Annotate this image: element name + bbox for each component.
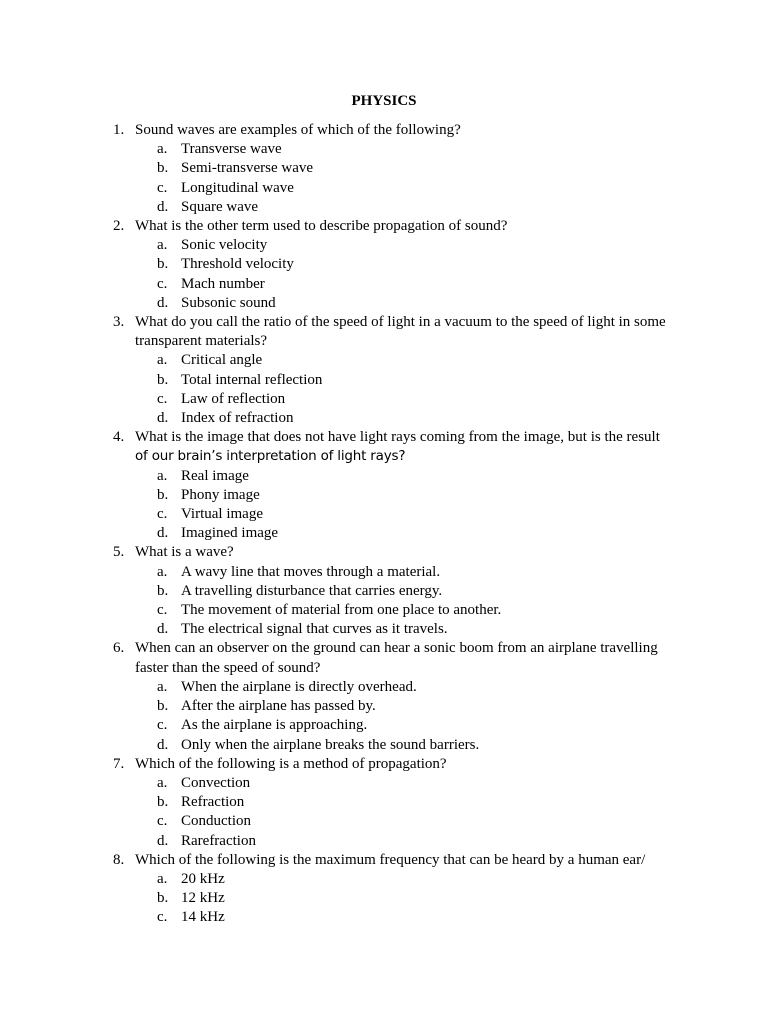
answer-option — [0, 275, 768, 294]
answer-option — [0, 390, 768, 409]
option-letter: c. — [157, 275, 168, 292]
question-number: 5. — [113, 544, 125, 561]
option-letter: a. — [157, 237, 168, 254]
answer-option — [0, 140, 768, 159]
question-text: When can an observer on the ground can hear a sonic boom from an airplane travelling — [135, 640, 658, 657]
option-text: Total internal reflection — [181, 371, 323, 388]
option-letter: b. — [157, 160, 169, 177]
option-text: 12 kHz — [181, 890, 225, 907]
answer-option — [0, 736, 768, 755]
option-text: Virtual image — [181, 506, 263, 523]
question-line — [0, 313, 768, 332]
question-number: 2. — [113, 218, 125, 235]
option-letter: c. — [157, 602, 168, 619]
question-text: What is the image that does not have light rays coming from the image, but is the result — [135, 429, 660, 446]
answer-options — [0, 351, 768, 428]
option-letter: c. — [157, 506, 168, 523]
answer-option — [0, 486, 768, 505]
option-letter: d. — [157, 621, 169, 638]
option-text: Critical angle — [181, 352, 263, 369]
answer-options — [0, 140, 768, 217]
question-item — [0, 313, 768, 428]
option-letter: c. — [157, 813, 168, 830]
question-item — [0, 217, 768, 313]
answer-option — [0, 908, 768, 927]
option-letter: c. — [157, 390, 168, 407]
question-line — [0, 543, 768, 562]
question-line — [0, 121, 768, 140]
option-text: Convection — [181, 774, 251, 791]
answer-option — [0, 678, 768, 697]
option-text: Mach number — [181, 275, 265, 292]
option-text: Phony image — [181, 486, 260, 503]
answer-option — [0, 697, 768, 716]
option-text: 20 kHz — [181, 870, 225, 887]
question-number: 1. — [113, 122, 125, 138]
answer-options — [0, 236, 768, 313]
answer-option — [0, 179, 768, 198]
option-letter: c. — [157, 179, 168, 196]
answer-option — [0, 351, 768, 370]
question-item — [0, 543, 768, 639]
question-text: Sound waves are examples of which of the following? — [135, 122, 461, 138]
question-text: Which of the following is a method of propagation? — [135, 755, 447, 772]
question-list — [0, 121, 768, 928]
question-item — [0, 851, 768, 928]
option-letter: b. — [157, 890, 169, 907]
option-letter: b. — [157, 486, 169, 503]
option-text: After the airplane has passed by. — [181, 698, 376, 715]
answer-option — [0, 371, 768, 390]
answer-options — [0, 774, 768, 851]
option-letter: d. — [157, 410, 169, 427]
question-number: 7. — [113, 755, 125, 772]
answer-option — [0, 889, 768, 908]
question-text: What is a wave? — [135, 544, 234, 561]
answer-options — [0, 563, 768, 640]
option-text: Rarefraction — [181, 832, 256, 849]
option-letter: b. — [157, 582, 169, 599]
question-text: What do you call the ratio of the speed of light in a vacuum to the speed of light in some — [135, 314, 666, 331]
option-letter: c. — [157, 909, 168, 926]
answer-options — [0, 678, 768, 755]
answer-option — [0, 236, 768, 255]
question-item — [0, 639, 768, 754]
option-text: 14 kHz — [181, 909, 225, 926]
option-text: A travelling disturbance that carries energy. — [181, 582, 443, 599]
option-letter: b. — [157, 698, 169, 715]
option-letter: b. — [157, 371, 169, 388]
option-text: The electrical signal that curves as it travels. — [181, 621, 448, 638]
option-text: Imagined image — [181, 525, 279, 542]
option-letter: b. — [157, 794, 169, 811]
option-letter: a. — [157, 141, 168, 158]
question-number: 8. — [113, 851, 125, 868]
option-text: Square wave — [181, 198, 259, 215]
answer-option — [0, 620, 768, 639]
option-text: Law of reflection — [181, 390, 286, 407]
option-letter: b. — [157, 256, 169, 273]
question-text: Which of the following is the maximum frequency that can be heard by a human ear/ — [135, 851, 646, 868]
option-letter: d. — [157, 525, 169, 542]
answer-option — [0, 294, 768, 313]
option-text: Transverse wave — [181, 141, 282, 158]
answer-option — [0, 812, 768, 831]
question-line — [0, 217, 768, 236]
question-text-continued: of our brain’s interpretation of light rays? — [135, 448, 406, 465]
answer-options — [0, 467, 768, 544]
option-text: Semi-transverse wave — [181, 160, 314, 177]
answer-options — [0, 870, 768, 928]
option-text: Subsonic sound — [181, 294, 276, 311]
option-text: When the airplane is directly overhead. — [181, 678, 417, 695]
page-title: PHYSICS — [351, 93, 417, 109]
answer-option — [0, 467, 768, 486]
answer-option — [0, 255, 768, 274]
answer-option — [0, 870, 768, 889]
question-line — [0, 755, 768, 774]
option-text: Only when the airplane breaks the sound barriers. — [181, 736, 480, 753]
answer-option — [0, 198, 768, 217]
question-item — [0, 121, 768, 217]
option-letter: a. — [157, 678, 168, 695]
question-number: 3. — [113, 314, 125, 331]
question-number: 4. — [113, 429, 125, 446]
answer-option — [0, 159, 768, 178]
option-letter: d. — [157, 736, 169, 753]
question-text-continued: faster than the speed of sound? — [135, 659, 321, 676]
option-text: The movement of material from one place to another. — [181, 602, 502, 619]
option-text: Conduction — [181, 813, 251, 830]
question-number: 6. — [113, 640, 125, 657]
option-letter: a. — [157, 352, 168, 369]
option-letter: a. — [157, 563, 168, 580]
answer-option — [0, 774, 768, 793]
option-text: Sonic velocity — [181, 237, 268, 254]
question-line — [0, 428, 768, 447]
question-text-continued: transparent materials? — [135, 333, 268, 350]
option-text: A wavy line that moves through a material. — [181, 563, 441, 580]
question-item — [0, 428, 768, 543]
answer-option — [0, 832, 768, 851]
option-letter: a. — [157, 870, 168, 887]
option-letter: d. — [157, 294, 169, 311]
option-letter: a. — [157, 774, 168, 791]
answer-option — [0, 563, 768, 582]
option-letter: d. — [157, 198, 169, 215]
answer-option — [0, 601, 768, 620]
answer-option — [0, 716, 768, 735]
answer-option — [0, 505, 768, 524]
option-text: Index of refraction — [181, 410, 294, 427]
option-text: Longitudinal wave — [181, 179, 294, 196]
question-text: What is the other term used to describe propagation of sound? — [135, 218, 508, 235]
answer-option — [0, 409, 768, 428]
option-text: Threshold velocity — [181, 256, 294, 273]
answer-option — [0, 582, 768, 601]
question-item — [0, 755, 768, 851]
question-line — [0, 851, 768, 870]
option-letter: a. — [157, 467, 168, 484]
question-line — [0, 639, 768, 658]
option-letter: c. — [157, 717, 168, 734]
option-letter: d. — [157, 832, 169, 849]
answer-option — [0, 793, 768, 812]
option-text: Refraction — [181, 794, 245, 811]
option-text: Real image — [181, 467, 249, 484]
answer-option — [0, 524, 768, 543]
option-text: As the airplane is approaching. — [181, 717, 368, 734]
